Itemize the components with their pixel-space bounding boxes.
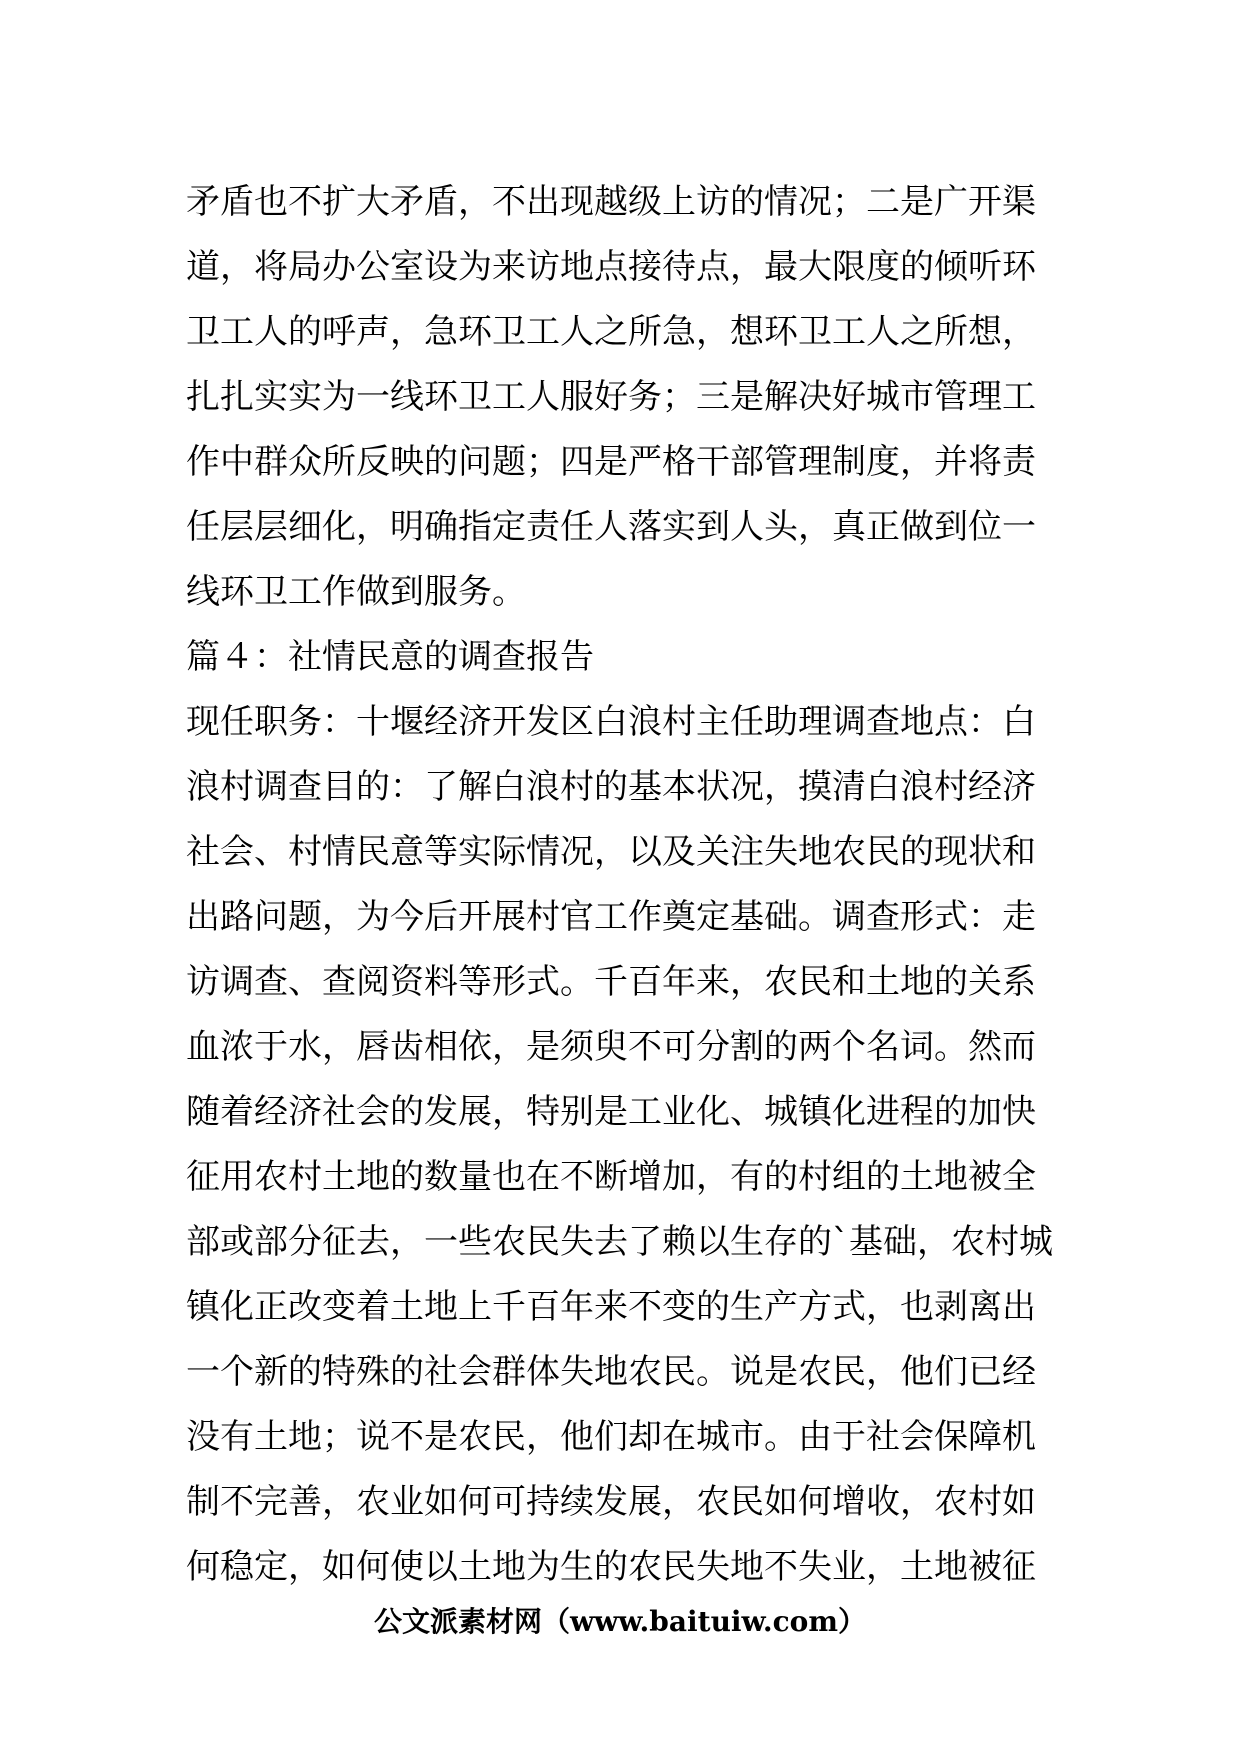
text-line: 任层层细化，明确指定责任人落实到人头，真正做到位一 (186, 507, 1036, 547)
text-line: 矛盾也不扩大矛盾，不出现越级上访的情况；二是广开渠 (186, 182, 1036, 222)
text-line: 访调查、查阅资料等形式。千百年来，农民和土地的关系 (186, 962, 1036, 1002)
text-line: 社会、村情民意等实际情况，以及关注失地农民的现状和 (186, 832, 1036, 872)
text-line: 何稳定，如何使以土地为生的农民失地不失业，土地被征 (186, 1547, 1036, 1587)
body-text (186, 170, 1056, 1600)
text-line: 制不完善，农业如何可持续发展，农民如何增收，农村如 (186, 1482, 1036, 1522)
text-line: 镇化正改变着土地上千百年来不变的生产方式，也剥离出 (186, 1287, 1036, 1327)
text-line: 没有土地；说不是农民，他们却在城市。由于社会保障机 (186, 1417, 1036, 1457)
text-line: 一个新的特殊的社会群体失地农民。说是农民，他们已经 (186, 1352, 1036, 1392)
text-line: 线环卫工作做到服务。 (186, 572, 526, 612)
text-line: 道，将局办公室设为来访地点接待点，最大限度的倾听环 (186, 247, 1036, 287)
text-line: 随着经济社会的发展，特别是工业化、城镇化进程的加快 (186, 1092, 1036, 1132)
text-line: 作中群众所反映的问题；四是严格干部管理制度，并将责 (186, 442, 1036, 482)
text-line: 扎扎实实为一线环卫工人服好务；三是解决好城市管理工 (186, 377, 1036, 417)
text-line: 部或部分征去，一些农民失去了赖以生存的`基础，农村城 (186, 1222, 1053, 1262)
section-heading: 篇４：社情民意的调查报告 (186, 637, 594, 677)
page-footer: 公文派素材网（www.baituiw.com） (374, 1605, 866, 1638)
text-line: 卫工人的呼声，急环卫工人之所急，想环卫工人之所想， (186, 312, 1036, 352)
text-line: 浪村调查目的：了解白浪村的基本状况，摸清白浪村经济 (186, 767, 1036, 807)
text-line: 血浓于水，唇齿相依，是须臾不可分割的两个名词。然而 (186, 1027, 1036, 1067)
text-line: 出路问题，为今后开展村官工作奠定基础。调查形式：走 (186, 897, 1036, 937)
text-line: 现任职务：十堰经济开发区白浪村主任助理调查地点：白 (186, 702, 1036, 742)
text-line: 征用农村土地的数量也在不断增加，有的村组的土地被全 (186, 1157, 1036, 1197)
